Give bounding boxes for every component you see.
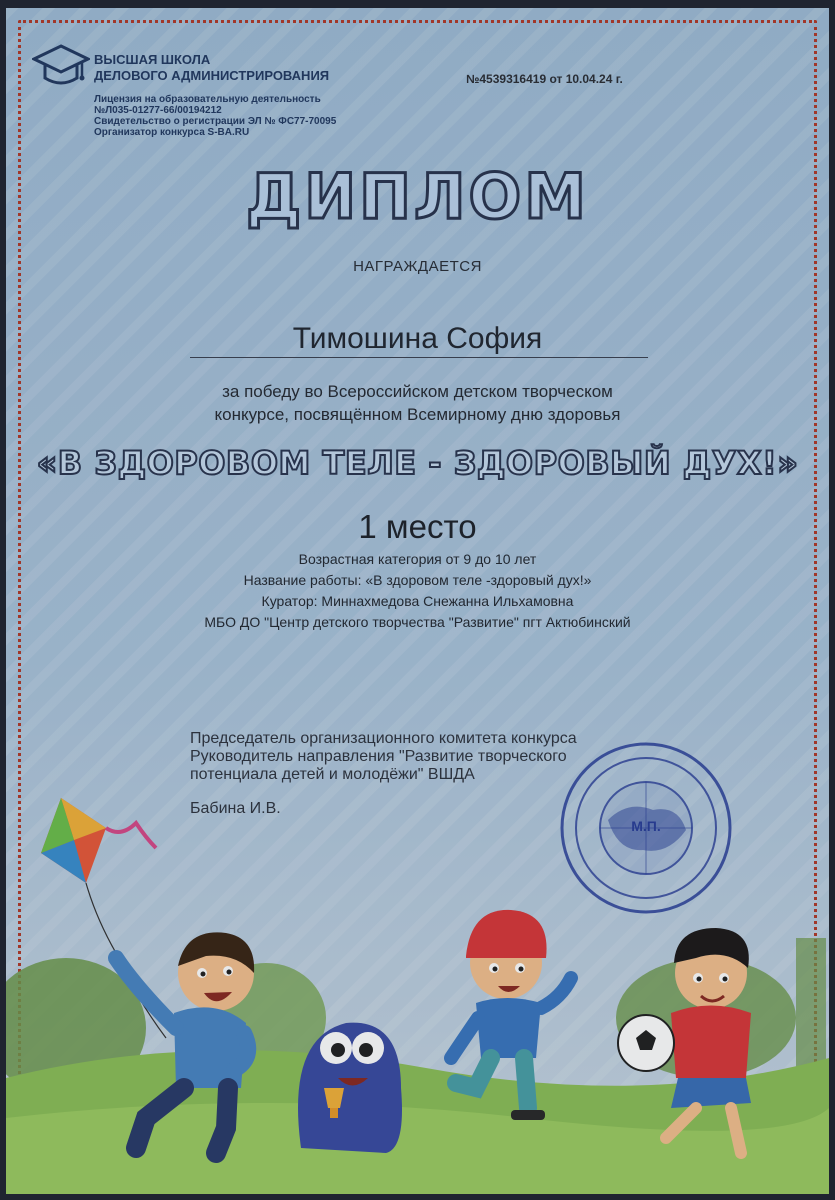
license-line-2: №Л035-01277-66/00194212 [94, 105, 222, 116]
organization-name [94, 52, 354, 84]
reason-line-1: за победу во Всероссийском детском творческом [222, 382, 613, 401]
diploma-title: ДИПЛОМ [246, 160, 589, 233]
contest-title: «В ЗДОРОВОМ ТЕЛЕ - ЗДОРОВЫЙ ДУХ!» [36, 444, 799, 482]
signature-line-3: потенциала детей и молодёжи" ВШДА [190, 766, 475, 783]
age-category: Возрастная категория от 9 до 10 лет [298, 551, 537, 567]
org-name-line-1: ВЫСШАЯ ШКОЛА [94, 52, 211, 67]
place-award: 1 место [358, 508, 477, 545]
diploma-sheet [6, 8, 829, 1194]
license-line-4: Организатор конкурса S-BA.RU [94, 127, 250, 138]
signer-name: Бабина И.В. [190, 800, 281, 817]
curator: Куратор: Миннахмедова Снежанна Ильхамовна [261, 593, 574, 609]
license-info [94, 94, 394, 138]
award-reason [6, 380, 829, 426]
document-number: №4539316419 от 10.04.24 г. [466, 72, 623, 86]
license-line-3: Свидетельство о регистрации ЭЛ № ФС77-70095 [94, 116, 337, 127]
recipient-underline [190, 357, 648, 358]
stamp-center-text: М.П. [631, 818, 661, 834]
signature-line-1: Председатель организационного комитета конкурса [190, 730, 577, 747]
awarded-label: НАГРАЖДАЕТСЯ [353, 258, 482, 275]
work-title: Название работы: «В здоровом теле -здоровый дух!» [243, 572, 592, 588]
reason-line-2: конкурсе, посвящённом Всемирному дню здоровья [214, 405, 621, 424]
award-details [6, 549, 829, 633]
recipient-name: Тимошина София [292, 322, 543, 355]
org-name-line-2: ДЕЛОВОГО АДМИНИСТРИРОВАНИЯ [94, 68, 330, 83]
license-line-1: Лицензия на образовательную деятельность [94, 94, 321, 105]
signature-line-2: Руководитель направления "Развитие творческого [190, 748, 567, 765]
institution: МБО ДО "Центр детского творчества "Развитие" пгт Актюбинский [204, 614, 631, 630]
graduation-cap-logo-icon [32, 42, 90, 94]
